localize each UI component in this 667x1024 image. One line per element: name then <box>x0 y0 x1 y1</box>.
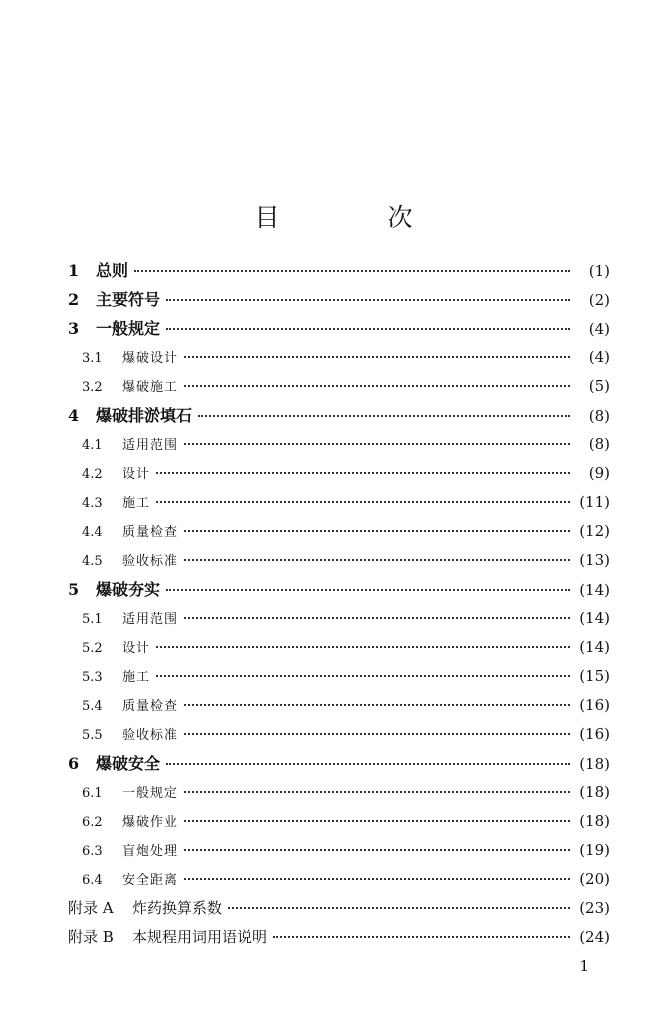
toc-dot-leader <box>184 819 570 822</box>
toc-entry-label: 适用范围 <box>122 612 179 627</box>
toc-dot-leader <box>184 848 570 851</box>
toc-entry-page: (24) <box>579 928 610 946</box>
toc-entry-number: 附录 A <box>68 899 114 917</box>
toc-entry-number: 5.2 <box>82 641 103 656</box>
toc-entry <box>68 778 610 807</box>
toc-entry-page: (2) <box>588 291 610 309</box>
toc-entry-page: (19) <box>579 841 610 859</box>
toc-entry-number: 4.3 <box>82 496 103 511</box>
toc-entry-number: 5.1 <box>82 612 103 627</box>
toc-entry-label: 施工 <box>122 496 151 511</box>
toc-dot-leader <box>184 558 570 561</box>
toc-entry <box>68 372 610 401</box>
toc-entry <box>68 923 610 952</box>
toc-entry-number: 6.3 <box>82 844 103 859</box>
toc-dot-leader <box>156 674 570 677</box>
toc-entry <box>68 575 610 604</box>
toc-entry-page: (20) <box>579 870 610 888</box>
toc-entry-page: (14) <box>579 609 610 627</box>
toc-entry-label: 炸药换算系数 <box>132 899 223 917</box>
toc-entry-number: 5.3 <box>82 670 103 685</box>
toc-entry-number: 4.2 <box>82 467 103 482</box>
toc-entry-label: 设计 <box>122 467 151 482</box>
toc-dot-leader <box>273 935 570 938</box>
toc-entry-label: 设计 <box>122 641 151 656</box>
toc-entry-number: 6.4 <box>82 873 103 888</box>
toc-entry-label: 质量检查 <box>122 699 179 714</box>
toc-dot-leader <box>166 327 570 330</box>
toc-dot-leader <box>166 588 570 591</box>
toc-entry-page: (8) <box>588 407 610 425</box>
toc-entry-label: 验收标准 <box>122 554 179 569</box>
toc-entry-number: 6.1 <box>82 786 103 801</box>
toc-entry <box>68 662 610 691</box>
toc-entry-label: 一般规定 <box>122 786 179 801</box>
toc-entry-label: 一般规定 <box>96 319 161 338</box>
toc-entry <box>68 488 610 517</box>
toc-entry-label: 主要符号 <box>96 290 161 309</box>
toc-entry <box>68 546 610 575</box>
toc-entry-number: 4.4 <box>82 525 103 540</box>
toc-dot-leader <box>156 500 570 503</box>
toc-entry-page: (18) <box>579 812 610 830</box>
toc-entry-label: 验收标准 <box>122 728 179 743</box>
toc-entry-number: 附录 B <box>68 928 114 946</box>
toc-entry-page: (9) <box>588 464 610 482</box>
toc-entry-number: 4.1 <box>82 438 103 453</box>
toc-entry <box>68 401 610 430</box>
toc-entry <box>68 285 610 314</box>
toc-entry-label: 施工 <box>122 670 151 685</box>
toc-dot-leader <box>184 616 570 619</box>
toc-entry-label: 质量检查 <box>122 525 179 540</box>
toc-entry-page: (1) <box>588 262 610 280</box>
toc-entry-number: 5.4 <box>82 699 103 714</box>
toc-dot-leader <box>198 414 570 417</box>
toc-entry <box>68 633 610 662</box>
toc-entry-page: (11) <box>579 493 610 511</box>
toc-entry-label: 爆破设计 <box>122 351 179 366</box>
toc-entry-label: 本规程用词用语说明 <box>132 928 268 946</box>
toc-entry-number: 3.1 <box>82 351 103 366</box>
toc-dot-leader <box>156 471 570 474</box>
toc-entry-label: 总则 <box>96 261 129 280</box>
toc-entry <box>68 691 610 720</box>
toc-entry <box>68 894 610 923</box>
toc-entry <box>68 749 610 778</box>
page-number: 1 <box>579 957 589 975</box>
toc-entry-label: 安全距离 <box>122 873 179 888</box>
toc-entry-number: 5.5 <box>82 728 103 743</box>
toc-entry <box>68 517 610 546</box>
toc-entry <box>68 314 610 343</box>
toc-entry <box>68 836 610 865</box>
toc-dot-leader <box>184 442 570 445</box>
toc-dot-leader <box>228 906 570 909</box>
toc-entry-label: 盲炮处理 <box>122 844 179 859</box>
toc-entry-page: (12) <box>579 522 610 540</box>
toc-entry-page: (14) <box>579 638 610 656</box>
table-of-contents <box>68 256 610 952</box>
toc-entry-page: (5) <box>588 377 610 395</box>
toc-dot-leader <box>184 529 570 532</box>
toc-dot-leader <box>184 703 570 706</box>
toc-entry <box>68 807 610 836</box>
toc-dot-leader <box>184 355 570 358</box>
toc-entry-number: 6.2 <box>82 815 103 830</box>
toc-entry-number: 4 <box>68 406 80 425</box>
toc-dot-leader <box>156 645 570 648</box>
toc-entry <box>68 430 610 459</box>
toc-entry-number: 4.5 <box>82 554 103 569</box>
toc-entry-number: 5 <box>68 580 80 599</box>
toc-dot-leader <box>184 732 570 735</box>
toc-entry-number: 3.2 <box>82 380 103 395</box>
toc-entry-page: (4) <box>588 348 610 366</box>
toc-entry-number: 1 <box>68 261 80 280</box>
toc-entry-page: (16) <box>579 725 610 743</box>
toc-dot-leader <box>184 790 570 793</box>
toc-entry-page: (18) <box>579 783 610 801</box>
toc-dot-leader <box>184 877 570 880</box>
toc-dot-leader <box>184 384 570 387</box>
toc-entry-label: 爆破作业 <box>122 815 179 830</box>
toc-dot-leader <box>166 762 570 765</box>
toc-entry-number: 3 <box>68 319 80 338</box>
toc-entry-label: 爆破施工 <box>122 380 179 395</box>
toc-entry-label: 适用范围 <box>122 438 179 453</box>
page-title: 目 次 <box>254 203 463 232</box>
toc-entry <box>68 256 610 285</box>
toc-entry-page: (18) <box>579 755 610 773</box>
toc-entry-page: (4) <box>588 320 610 338</box>
toc-entry-number: 2 <box>68 290 80 309</box>
toc-entry-page: (14) <box>579 581 610 599</box>
toc-entry-number: 6 <box>68 754 80 773</box>
toc-entry <box>68 865 610 894</box>
toc-dot-leader <box>166 298 570 301</box>
toc-entry <box>68 604 610 633</box>
toc-entry-page: (8) <box>588 435 610 453</box>
toc-entry-label: 爆破安全 <box>96 754 161 773</box>
toc-entry <box>68 459 610 488</box>
toc-entry-label: 爆破排淤填石 <box>96 406 193 425</box>
toc-entry-page: (16) <box>579 696 610 714</box>
toc-entry-page: (13) <box>579 551 610 569</box>
toc-dot-leader <box>134 269 570 272</box>
toc-entry-page: (23) <box>579 899 610 917</box>
toc-entry <box>68 720 610 749</box>
toc-entry-label: 爆破夯实 <box>96 580 161 599</box>
toc-entry <box>68 343 610 372</box>
toc-entry-page: (15) <box>579 667 610 685</box>
